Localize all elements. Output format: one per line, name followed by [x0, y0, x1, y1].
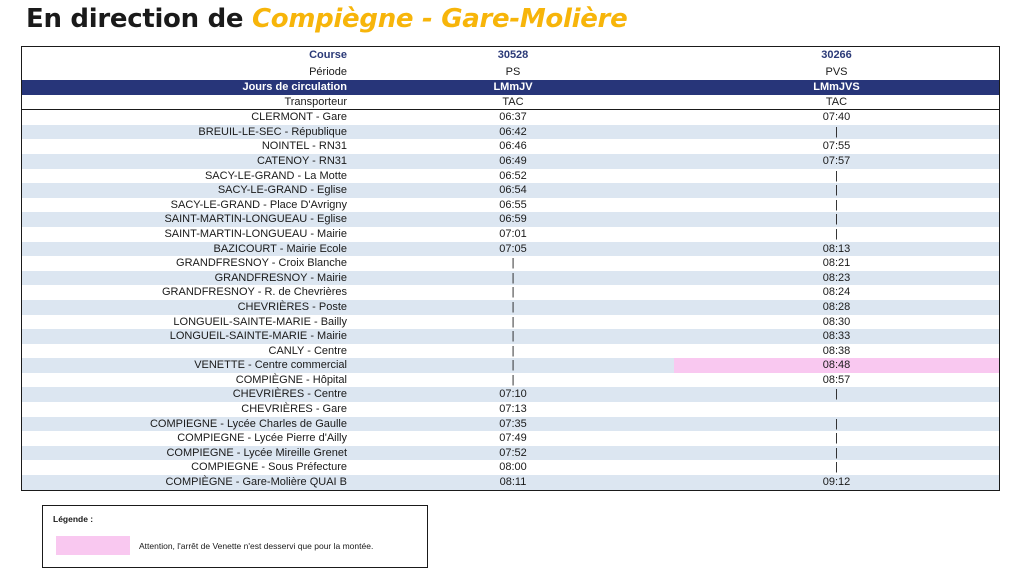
stop-time-2: 07:55 [822, 140, 851, 153]
table-row [22, 300, 999, 315]
jours-value-2: LMmJVS [674, 80, 999, 95]
table-row [22, 387, 999, 402]
transporteur-value-1: TAC [352, 95, 674, 110]
table-row [22, 285, 999, 300]
jours-label: Jours de circulation [22, 80, 352, 95]
timetable-grid [22, 47, 999, 490]
timetable [21, 46, 1000, 491]
stop-time-2: 08:13 [674, 242, 999, 257]
table-row [22, 373, 999, 388]
stop-time-1: | [352, 329, 674, 344]
periode-value-1: PS [505, 65, 521, 78]
stop-name: CATENOY - RN31 [22, 154, 352, 169]
table-row [22, 358, 999, 373]
title-destination: Compiègne - Gare-Molière [251, 4, 628, 34]
stop-time-2: 08:33 [674, 329, 999, 344]
stop-time-1: 08:00 [499, 461, 527, 474]
stop-time-2: 08:57 [822, 373, 851, 386]
stop-name: CANLY - Centre [268, 344, 347, 357]
stop-name: SAINT-MARTIN-LONGUEAU - Eglise [22, 212, 352, 227]
table-row [22, 271, 999, 286]
stop-time-1: 07:49 [499, 432, 527, 445]
stop-name: CLERMONT - Gare [251, 111, 347, 124]
stop-name: CHEVRIÈRES - Centre [22, 387, 352, 402]
table-row [22, 417, 999, 432]
course-label: Course [309, 49, 347, 61]
table-row [22, 460, 999, 475]
stop-time-2: 08:28 [674, 300, 999, 315]
stop-time-1: | [511, 286, 515, 299]
table-row [22, 446, 999, 461]
stop-time-1: 06:52 [499, 169, 527, 182]
stop-time-1: 07:01 [499, 227, 527, 240]
stop-name: COMPIEGNE - Lycée Charles de Gaulle [22, 417, 352, 432]
table-row [22, 315, 999, 330]
stop-time-2: 08:24 [822, 286, 851, 299]
stop-name: LONGUEIL-SAINTE-MARIE - Mairie [22, 329, 352, 344]
table-row [22, 329, 999, 344]
table-row [22, 431, 999, 446]
stop-time-1: 07:10 [352, 387, 674, 402]
transporteur-row [22, 95, 999, 110]
stop-time-1: 06:49 [352, 154, 674, 169]
stop-name: BREUIL-LE-SEC - République [22, 125, 352, 140]
stop-name: GRANDFRESNOY - Croix Blanche [176, 257, 347, 270]
stop-name: GRANDFRESNOY - R. de Chevrières [161, 286, 347, 299]
stop-time-2: 08:30 [822, 315, 851, 328]
stop-time-1: 07:13 [499, 403, 527, 416]
stop-time-2: 08:23 [674, 271, 999, 286]
table-row [22, 198, 999, 213]
stop-time-2: | [674, 125, 999, 140]
stop-time-2: | [674, 417, 999, 432]
stop-name: GRANDFRESNOY - Mairie [22, 271, 352, 286]
stop-name: SACY-LE-GRAND - La Motte [204, 169, 347, 182]
stop-name: LONGUEIL-SAINTE-MARIE - Bailly [173, 315, 347, 328]
stop-name: SACY-LE-GRAND - Eglise [22, 183, 352, 198]
stop-time-2: | [835, 169, 838, 182]
stop-time-2: 08:21 [822, 257, 851, 270]
stop-time-1: | [352, 358, 674, 373]
stop-time-2: | [835, 198, 838, 211]
table-row [22, 475, 999, 490]
stop-time-1: 06:54 [352, 183, 674, 198]
periode-value-2: PVS [825, 65, 848, 78]
stop-time-1: | [511, 373, 515, 386]
table-row [22, 183, 999, 198]
jours-value-1: LMmJV [352, 80, 674, 95]
stop-time-2: 08:38 [822, 344, 851, 357]
stop-time-1: 06:37 [499, 111, 527, 124]
legend-box [42, 505, 428, 568]
stop-name: NOINTEL - RN31 [261, 140, 347, 153]
stop-time-2: | [835, 432, 838, 445]
stop-name: SACY-LE-GRAND - Place D'Avrigny [170, 198, 347, 211]
stop-time-2: 07:40 [822, 111, 851, 124]
table-row [22, 256, 999, 271]
stop-time-2: 08:48 [674, 358, 999, 373]
table-row [22, 227, 999, 242]
stop-time-2: | [674, 446, 999, 461]
title-prefix: En direction de [26, 4, 252, 34]
table-row [22, 344, 999, 359]
stop-time-1: 07:05 [352, 242, 674, 257]
table-row [22, 402, 999, 417]
stop-time-2: | [835, 227, 838, 240]
stop-name: BAZICOURT - Mairie Ecole [22, 242, 352, 257]
stop-time-2: | [674, 212, 999, 227]
stop-name: VENETTE - Centre commercial [22, 358, 352, 373]
table-row [22, 242, 999, 257]
stop-time-1: | [511, 257, 515, 270]
stop-time-1: 06:59 [352, 212, 674, 227]
course-row [22, 47, 999, 64]
stop-time-2: | [835, 461, 838, 474]
stop-name: CHEVRIÈRES - Gare [241, 403, 347, 416]
periode-row [22, 64, 999, 81]
stop-name: COMPIEGNE - Lycée Mireille Grenet [22, 446, 352, 461]
table-row [22, 154, 999, 169]
stop-time-1: | [352, 300, 674, 315]
stop-name: COMPIÈGNE - Hôpital [235, 373, 347, 386]
jours-row [22, 80, 999, 95]
stop-time-2: 09:12 [674, 475, 999, 490]
transporteur-value-2: TAC [674, 95, 999, 110]
stop-time-1: 07:52 [352, 446, 674, 461]
stops-list [22, 110, 999, 490]
periode-label: Période [309, 65, 347, 78]
stop-name: COMPIEGNE - Sous Préfecture [191, 461, 347, 474]
stop-time-1: 06:55 [499, 198, 527, 211]
legend-note: Attention, l'arrêt de Venette n'est desservi que pour la montée. [139, 541, 374, 551]
stop-time-1: 06:42 [352, 125, 674, 140]
course-value-2: 30266 [821, 49, 852, 61]
stop-time-1: 07:35 [352, 417, 674, 432]
stop-time-1: | [511, 344, 515, 357]
stop-name: SAINT-MARTIN-LONGUEAU - Mairie [164, 227, 347, 240]
table-row [22, 110, 999, 125]
legend-title: Légende : [53, 514, 94, 524]
stop-name: COMPIÈGNE - Gare-Molière QUAI B [22, 475, 352, 490]
stop-time-1: 06:46 [499, 140, 527, 153]
stop-time-2: | [674, 387, 999, 402]
stop-time-2: | [674, 183, 999, 198]
table-row [22, 212, 999, 227]
stop-time-1: | [511, 315, 515, 328]
legend-highlight-swatch [56, 536, 130, 555]
table-row [22, 169, 999, 184]
course-value-1: 30528 [497, 49, 529, 61]
stop-time-1: | [352, 271, 674, 286]
stop-time-1: 08:11 [352, 475, 674, 490]
page-title [26, 4, 627, 34]
stop-name: CHEVRIÈRES - Poste [22, 300, 352, 315]
stop-time-2: 07:57 [674, 154, 999, 169]
transporteur-label: Transporteur [22, 95, 352, 110]
table-row [22, 125, 999, 140]
stop-time-2 [674, 402, 999, 417]
table-row [22, 139, 999, 154]
stop-name: COMPIEGNE - Lycée Pierre d'Ailly [177, 432, 347, 445]
